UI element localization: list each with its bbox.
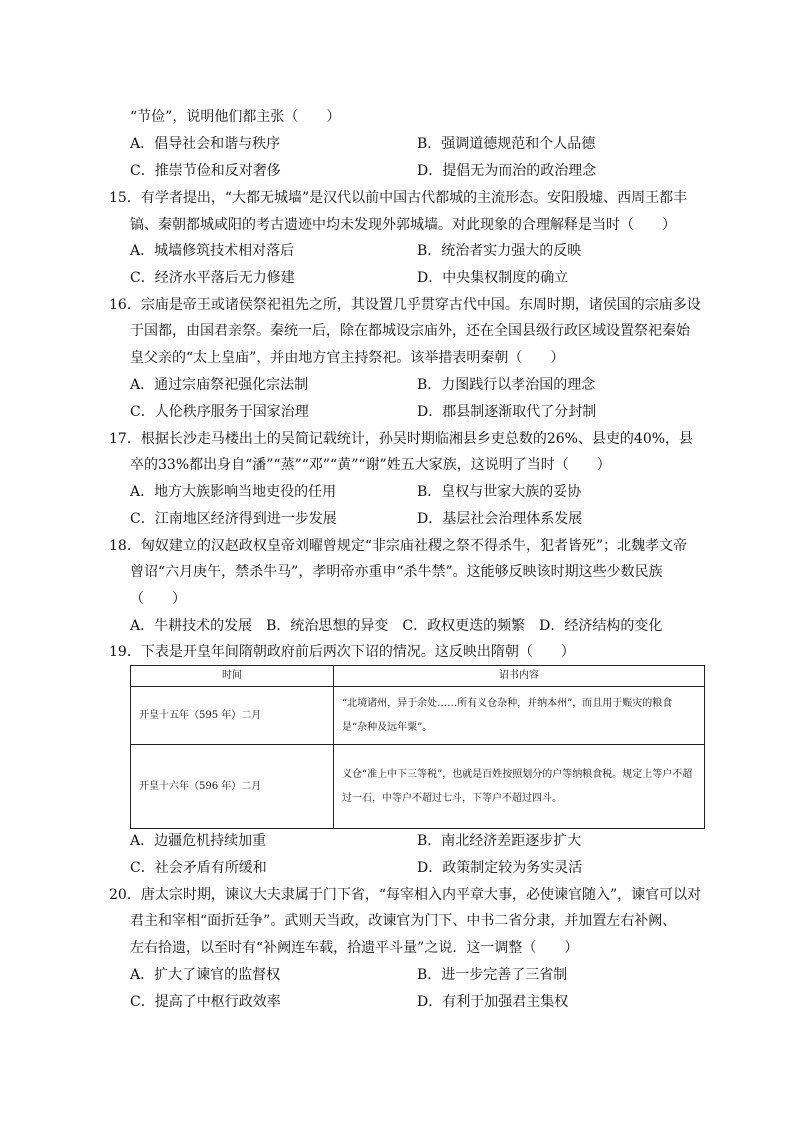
q16-stem-line-1: 16．宗庙是帝王或诸侯祭祀祖先之所，其设置几乎贯穿古代中国。东周时期，诸侯国的宗庙多设: [109, 297, 701, 313]
table-header-time: 时间: [131, 666, 334, 687]
q14-option-a[interactable]: A．倡导社会和谐与秩序: [130, 136, 281, 152]
q20-option-c[interactable]: C．提高了中枢行政效率: [130, 994, 281, 1010]
q20-stem-line-3: 左右拾遗，以至时有“补阙连车载，拾遗平斗量”之说．这一调整（ ）: [130, 940, 579, 956]
q18-stem-line-2: 曾诏“六月庚午，禁杀牛马”，孝明帝亦重申“杀牛禁”。这能够反映该时期这些少数民族: [130, 564, 663, 580]
q18-options-row: [130, 617, 676, 635]
q19-option-a[interactable]: A．边疆危机持续加重: [130, 833, 267, 849]
q16-option-c[interactable]: C．人伦秩序服务于国家治理: [130, 404, 309, 420]
q14-option-d[interactable]: D．提倡无为而治的政治理念: [417, 163, 597, 179]
q16-option-a[interactable]: A．通过宗庙祭祀强化宗法制: [130, 377, 309, 393]
q17-option-c[interactable]: C．江南地区经济得到进一步发展: [130, 511, 337, 527]
q16-stem-line-2: 于国都，由国君亲祭。秦统一后，除在都城设宗庙外，还在全国县级行政区域设置祭祀秦始: [130, 323, 690, 339]
q14-option-c[interactable]: C．推崇节俭和反对奢侈: [130, 163, 281, 179]
q18-option-b[interactable]: B．统治思想的异变: [266, 618, 389, 634]
q19-table: [130, 665, 705, 829]
table-row: [131, 745, 705, 829]
q18-option-a[interactable]: A．牛耕技术的发展: [130, 618, 253, 634]
q16-option-b[interactable]: B．力图践行以孝治国的理念: [417, 377, 596, 393]
table-cell-time: 开皇十五年（595 年）二月: [131, 687, 334, 745]
q17-stem-line-2: 卒的33%都出身自“潘”“蒸”“邓”“黄”“谢”姓五大家族，这说明了当时（ ）: [130, 457, 611, 473]
q17-option-d[interactable]: D．基层社会治理体系发展: [417, 511, 583, 527]
q20-stem-line-1: 20．唐太宗时期，谏议大夫隶属于门下省，“每宰相入内平章大事，必使谏官随入”，谏官可以对: [109, 887, 702, 903]
q15-option-a[interactable]: A．城墙修筑技术相对落后: [130, 243, 295, 259]
q20-stem-line-2: 君主和宰相“面折廷争”。武则天当政，改谏官为门下、中书二省分隶，并加置左右补阙、: [130, 913, 677, 929]
q17-option-b[interactable]: B．皇权与世家大族的妥协: [417, 484, 582, 500]
q16-option-d[interactable]: D．郡县制逐渐取代了分封制: [417, 404, 597, 420]
q19-option-b[interactable]: B．南北经济差距逐步扩大: [417, 833, 582, 849]
q18-stem-line-3: （ ）: [130, 591, 186, 607]
q15-option-b[interactable]: B．统治者实力强大的反映: [417, 243, 582, 259]
q15-stem-line-1: 15．有学者提出，“大都无城墙”是汉代以前中国古代都城的主流形态。安阳殷墟、西周王都丰: [109, 190, 688, 206]
q17-stem-line-1: 17．根据长沙走马楼出土的吴简记载统计，孙吴时期临湘县乡吏总数的26%、县吏的40%，县: [109, 431, 694, 447]
q19-stem: 19．下表是开皇年间隋朝政府前后两次下诏的情况。这反映出隋朝（ ）: [109, 644, 575, 660]
q20-option-b[interactable]: B．进一步完善了三省制: [417, 967, 568, 983]
table-header-row: [131, 666, 705, 687]
q18-stem-line-1: 18．匈奴建立的汉赵政权皇帝刘曜曾规定“非宗庙社稷之祭不得杀牛，犯者皆死”；北魏孝文帝: [109, 538, 688, 554]
table-row: [131, 687, 705, 745]
q20-option-d[interactable]: D．有利于加强君主集权: [417, 994, 569, 1010]
q19-option-d[interactable]: D．政策制定较为务实灵活: [417, 860, 583, 876]
q15-stem-line-2: 镐、秦朝都城咸阳的考古遗迹中均未发现外郭城墙。对此现象的合理解释是当时（ ）: [130, 217, 676, 233]
table-cell-content: “北境诸州，异于余处……所有义仓杂种，并纳本州”，而且用于赈灾的粮食是“杂种及远年粟”。: [334, 687, 705, 745]
table-cell-content: 义仓“准上中下三等税”，也就是百姓按照划分的户等纳粮食税。规定上等户不超过一石，中等户不超过七斗，下等户不超过四斗。: [334, 745, 705, 829]
q16-stem-line-3: 皇父亲的“太上皇庙”，并由地方官主持祭祀。该举措表明秦朝（ ）: [130, 350, 565, 366]
table-cell-time: 开皇十六年（596 年）二月: [131, 745, 334, 829]
q18-option-c[interactable]: C．政权更迭的频繁: [402, 618, 526, 634]
q15-option-c[interactable]: C．经济水平落后无力修建: [130, 270, 295, 286]
q14-stem-tail: “节俭”，说明他们都主张（ ）: [130, 109, 341, 125]
q14-option-b[interactable]: B．强调道德规范和个人品德: [417, 136, 596, 152]
table-header-content: 诏书内容: [334, 666, 705, 687]
q17-option-a[interactable]: A．地方大族影响当地吏役的任用: [130, 484, 337, 500]
q20-option-a[interactable]: A．扩大了谏官的监督权: [130, 967, 281, 983]
q15-option-d[interactable]: D．中央集权制度的确立: [417, 270, 569, 286]
q19-option-c[interactable]: C．社会矛盾有所缓和: [130, 860, 267, 876]
q18-option-d[interactable]: D．经济结构的变化: [539, 618, 663, 634]
